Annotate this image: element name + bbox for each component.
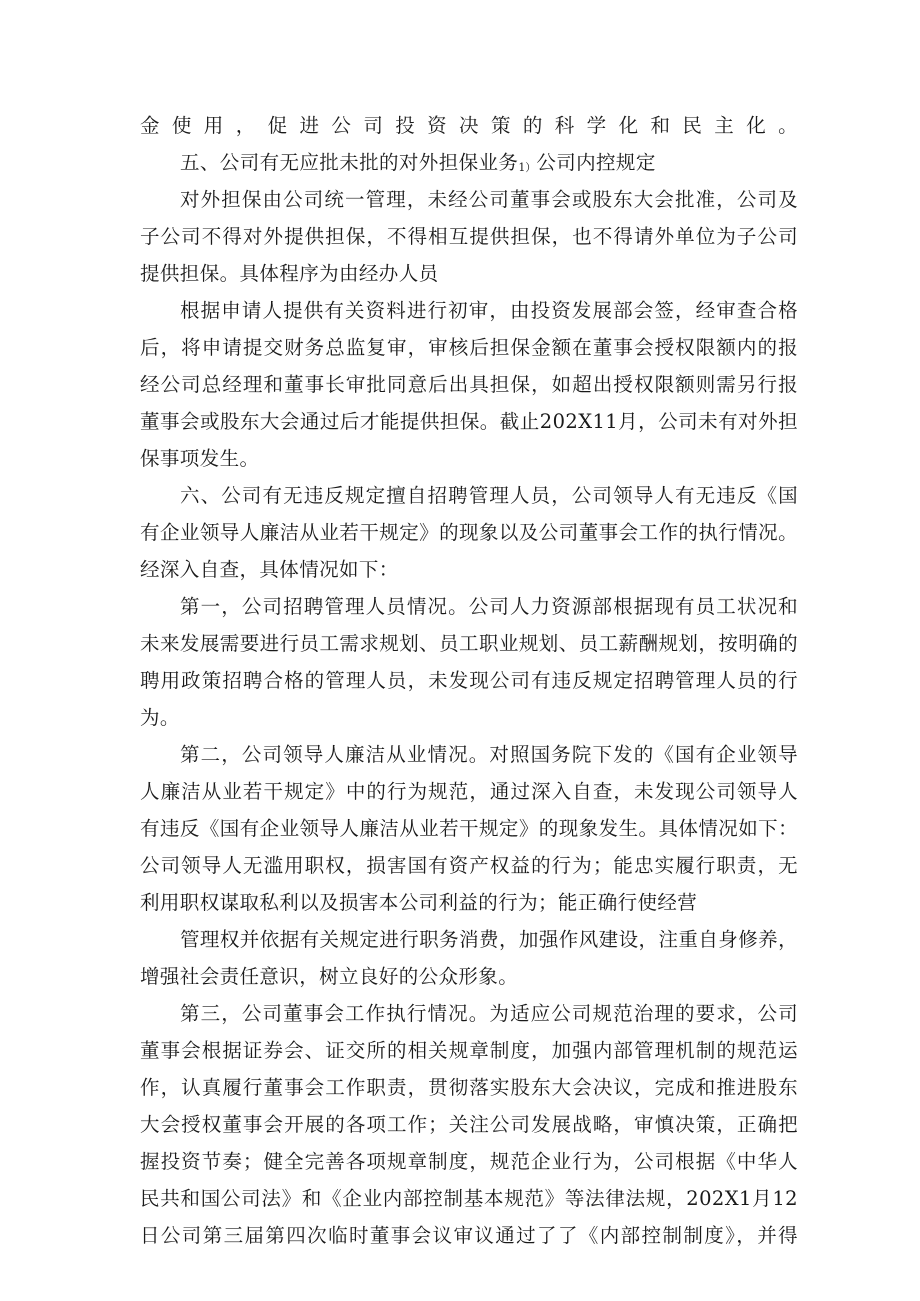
paragraph-first-line: 第一，公司招聘管理人员情况。公司人力资源部根据现有员工状况和 xyxy=(180,595,798,618)
heading-text: 五、公司有无应批未批的对外担保业务 xyxy=(180,151,519,174)
list-marker: 1） xyxy=(518,161,537,174)
text-line: 日公司第三届第四次临时董事会议审议通过了了《内部控制制度》，并得 xyxy=(140,1224,798,1247)
text-line: 经公司总经理和董事长审批同意后出具担保，如超出授权限额则需另行报 xyxy=(140,373,798,396)
text-line: 提供担保。具体程序为由经办人员 xyxy=(140,262,439,285)
paragraph-first-line: 第二，公司领导人廉洁从业情况。对照国务院下发的《国有企业领导 xyxy=(180,743,798,766)
text-line: 后，将申请提交财务总监复审，审核后担保金额在董事会授权限额内的报 xyxy=(140,336,798,359)
text-line: 大会授权董事会开展的各项工作；关注公司发展战略，审慎决策，正确把 xyxy=(140,1113,798,1136)
text-line: 握投资节奏；健全完善各项规章制度，规范企业行为，公司根据《中华人 xyxy=(140,1150,798,1173)
paragraph-first-line: 对外担保由公司统一管理，未经公司董事会或股东大会批准，公司及 xyxy=(180,188,798,211)
text-line: 子公司不得对外提供担保，不得相互提供担保，也不得请外单位为子公司 xyxy=(140,225,798,248)
text-line: 有企业领导人廉洁从业若干规定》的现象以及公司董事会工作的执行情况。 xyxy=(140,521,798,544)
section-heading-six: 六、公司有无违反规定擅自招聘管理人员，公司领导人有无违反《国 xyxy=(180,484,798,507)
text-line: 作，认真履行董事会工作职责，贯彻落实股东大会决议，完成和推进股东 xyxy=(140,1076,798,1099)
paragraph-first-line: 管理权并依据有关规定进行职务消费，加强作风建设，注重自身修养， xyxy=(180,928,798,951)
text-line: 聘用政策招聘合格的管理人员，未发现公司有违反规定招聘管理人员的行 xyxy=(140,669,798,692)
paragraph-first-line: 第三，公司董事会工作执行情况。为适应公司规范治理的要求，公司 xyxy=(180,1002,798,1025)
text-line: 增强社会责任意识，树立良好的公众形象。 xyxy=(140,965,519,988)
text-line: 保事项发生。 xyxy=(140,447,260,470)
text-line: 经深入自查，具体情况如下： xyxy=(140,558,399,581)
text-line: 未来发展需要进行员工需求规划、员工职业规划、员工薪酬规划，按明确的 xyxy=(140,632,798,655)
text-line: 为。 xyxy=(140,706,180,729)
heading-subtitle: 公司内控规定 xyxy=(536,151,656,174)
text-line: 公司领导人无滥用职权，损害国有资产权益的行为；能忠实履行职责，无 xyxy=(140,854,798,877)
text-line: 金使用，促进公司投资决策的科学化和民主化。 xyxy=(140,114,798,137)
text-line: 董事会根据证券会、证交所的相关规章制度，加强内部管理机制的规范运 xyxy=(140,1039,798,1062)
text-line: 利用职权谋取私利以及损害本公司利益的行为；能正确行使经营 xyxy=(140,891,698,914)
text-line: 有违反《国有企业领导人廉洁从业若干规定》的现象发生。具体情况如下： xyxy=(140,817,798,840)
text-line: 民共和国公司法》和《企业内部控制基本规范》等法律法规，202X1月12 xyxy=(140,1187,798,1210)
section-heading-five xyxy=(180,148,798,178)
text-line: 人廉洁从业若干规定》中的行为规范，通过深入自查，未发现公司领导人 xyxy=(140,780,798,803)
paragraph-first-line: 根据申请人提供有关资料进行初审，由投资发展部会签，经审查合格 xyxy=(180,299,798,322)
text-line: 董事会或股东大会通过后才能提供担保。截止202X11月，公司未有对外担 xyxy=(140,410,798,433)
